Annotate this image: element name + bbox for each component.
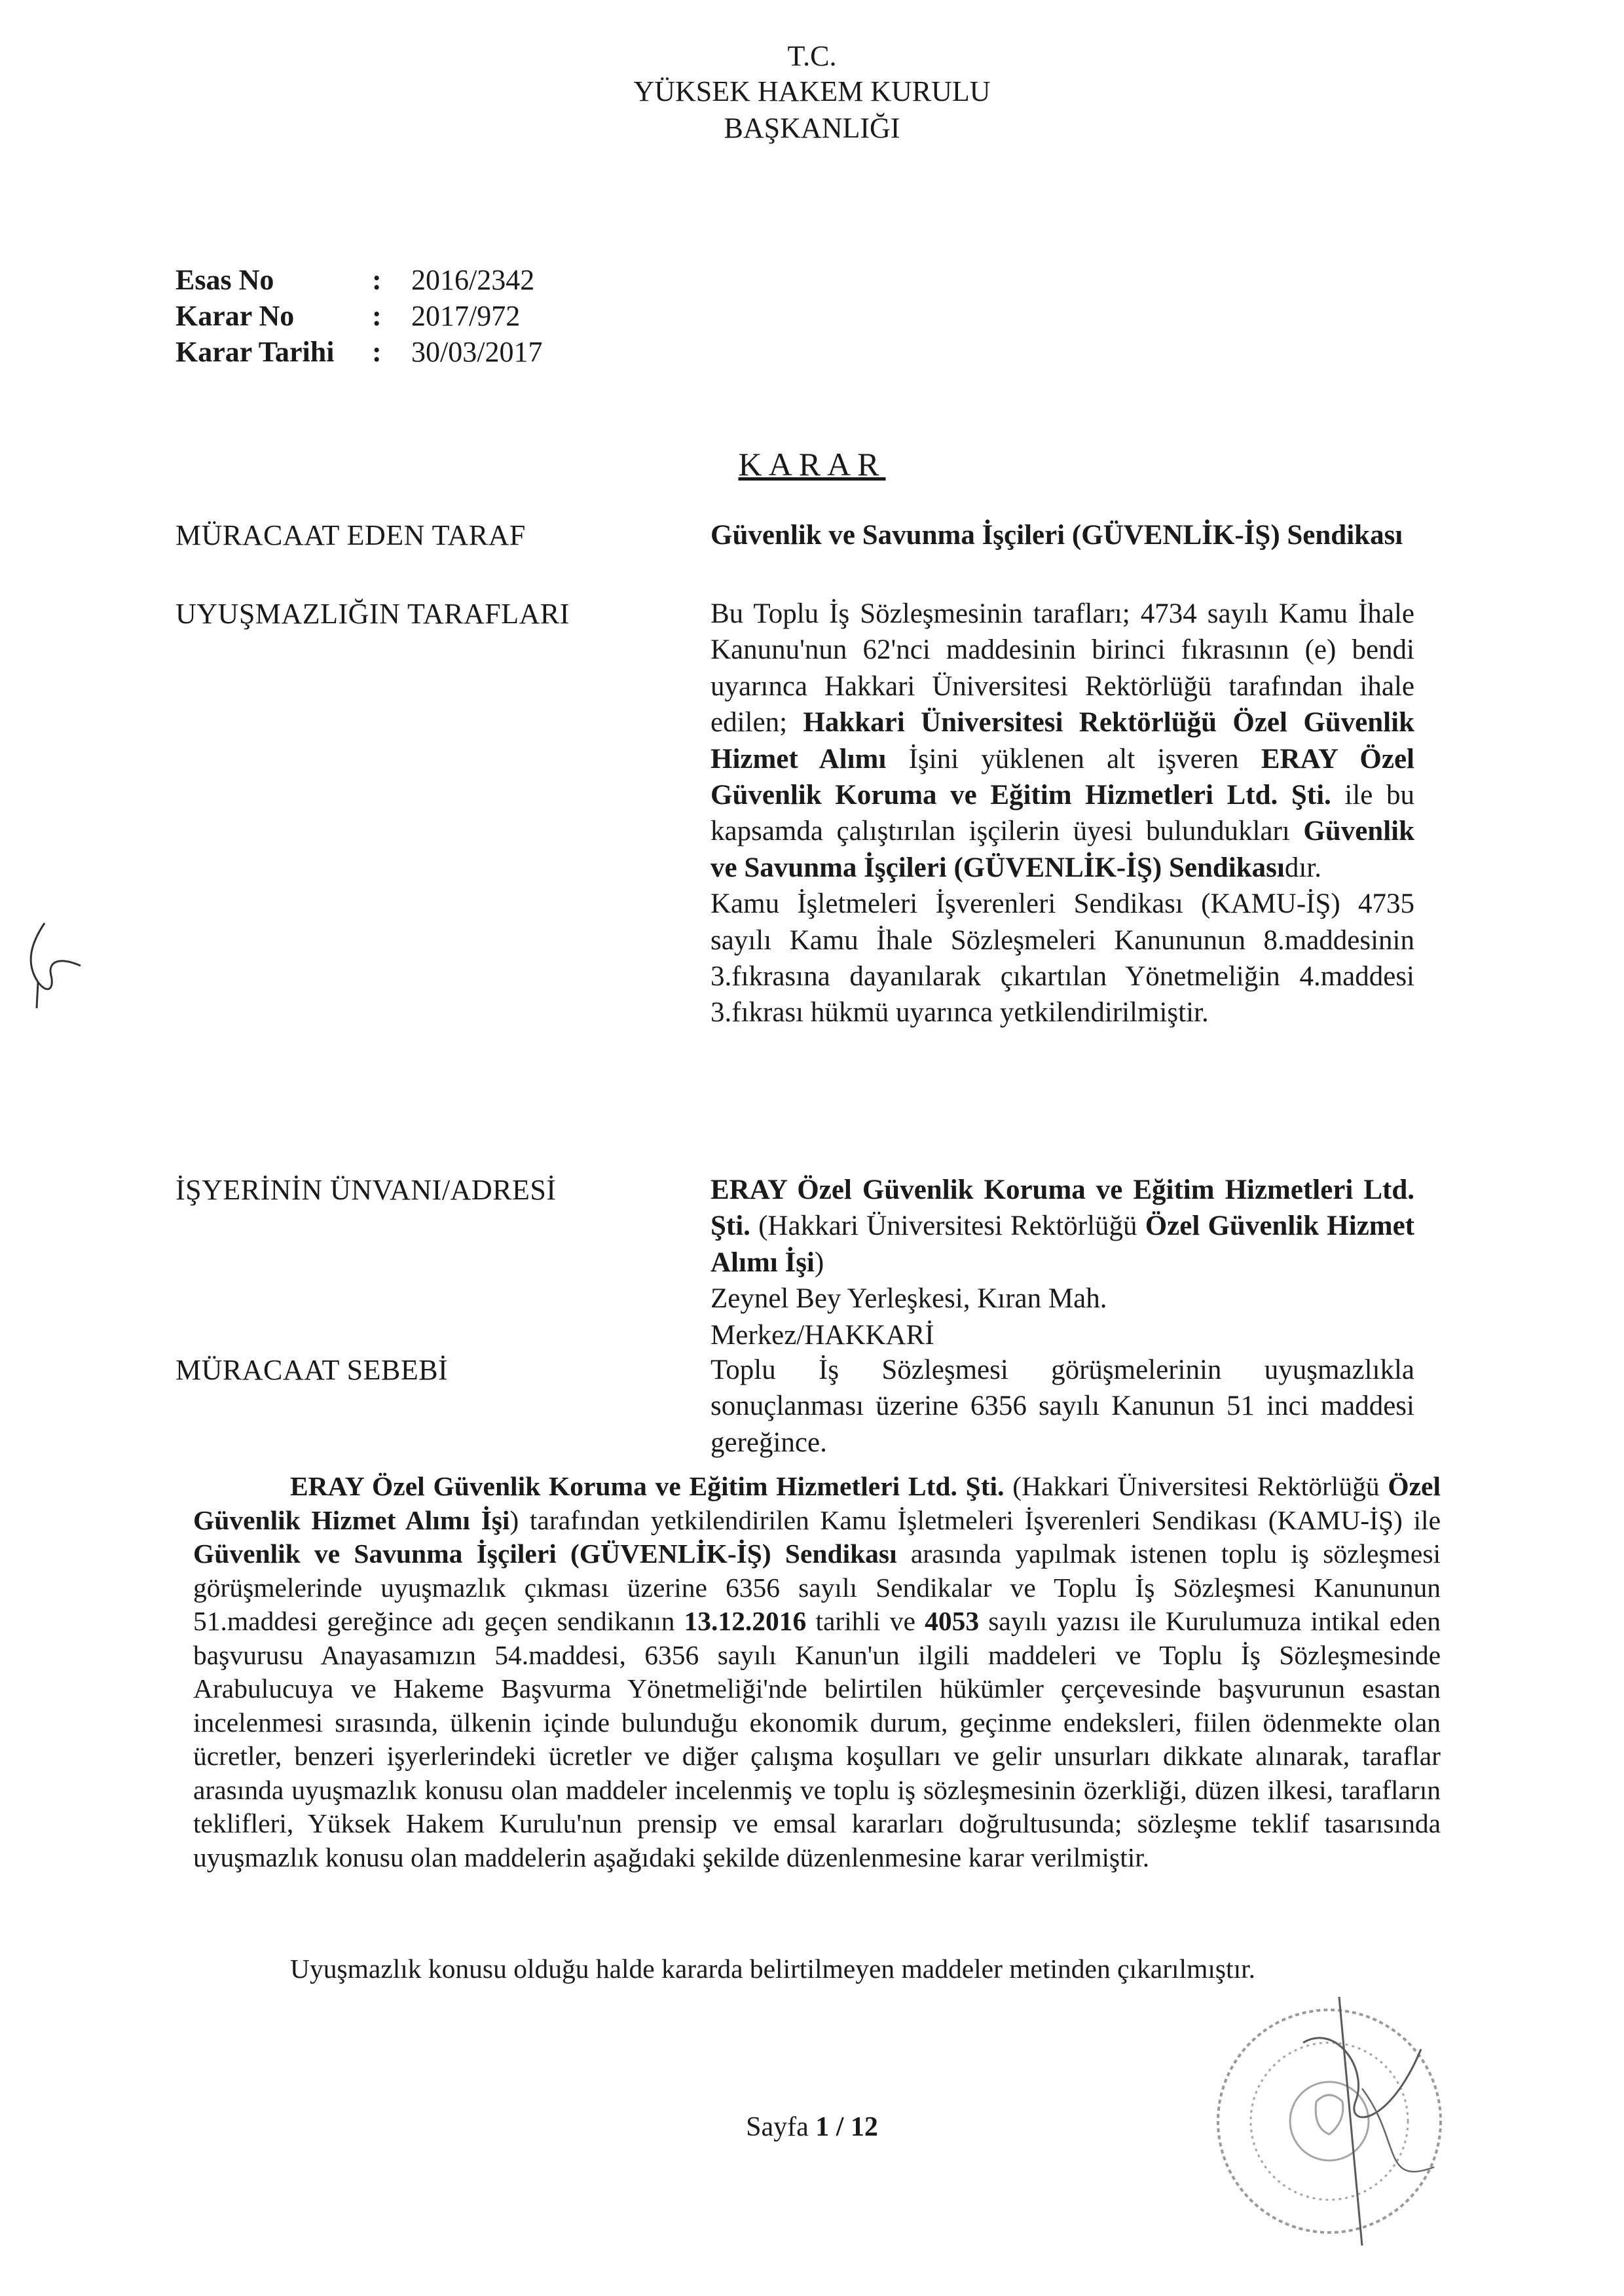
page-separator: / <box>836 2112 844 2142</box>
sebep-text: Toplu İş Sözleşmesi görüşmelerinin uyuşmazlıkla sonuçlanması üzerine 6356 sayılı Kanunun 51 inci maddesi gereğince. <box>710 1355 1414 1458</box>
document-title: KARAR <box>738 446 886 483</box>
current-page: 1 <box>815 2112 830 2142</box>
total-pages: 12 <box>850 2112 878 2142</box>
text-span: ) tarafından yetkilendirilen Kamu İşletmeleri İşverenleri Sendikası (KAMU-İŞ) ile <box>509 1504 1441 1535</box>
text-span: dır. <box>1284 852 1321 883</box>
header-institution: YÜKSEK HAKEM KURULU <box>633 75 991 107</box>
header-department: BAŞKANLIĞI <box>724 112 900 144</box>
body-paragraph-1 <box>193 1470 1441 1874</box>
text-span: Bu Toplu İş Sözleşmesinin tarafları; 4734 sayılı Kamu İhale Kanunu'nun 62'nci maddesinin birinci fıkrasının (e) bendi uyarınca Hakkari Üniversitesi Rektörlüğü tarafından ihale edilen; <box>710 598 1414 738</box>
tarih-label: Karar Tarihi <box>175 336 335 368</box>
taraflar-paragraph-2: Kamu İşletmeleri İşverenleri Sendikası (KAMU-İŞ) 4735 sayılı Kamu İhale Sözleşmeleri Kanununun 8.maddesinin 3.fıkrasına dayanılarak çıkartılan Yönetmeliğin 4.maddesi 3.fıkrası hükmü uyarınca yetkilendirilmiştir. <box>710 888 1414 1029</box>
address-line-2: Merkez/HAKKARİ <box>710 1319 934 1351</box>
case-metadata <box>175 262 542 370</box>
bold-span: ERAY Özel Güvenlik Koruma ve Eğitim Hizmetleri Ltd. Şti. <box>290 1471 1005 1501</box>
text-span: (Hakkari Üniversitesi Rektörlüğü <box>1012 1471 1380 1501</box>
bold-span: Özel Güvenlik Hizmet Alımı İşi <box>193 1471 1441 1535</box>
official-seal-icon <box>1205 1971 1467 2265</box>
bold-span: 13.12.2016 <box>684 1606 807 1636</box>
bold-span: Güvenlik ve Savunma İşçileri (GÜVENLİK-İŞ) Sendikası <box>710 816 1414 883</box>
text-span: arasında yapılmak istenen toplu iş sözleşmesi görüşmelerinde uyuşmazlık çıkması üzerine 6356 sayılı Sendikalar ve Toplu İş Sözleşmesi Kanununun 51.maddesi gereğince adı geçen sendikanın <box>193 1539 1441 1636</box>
header-tc: T.C. <box>787 40 837 72</box>
tarih-row <box>175 334 542 370</box>
text-span: ) <box>814 1247 824 1278</box>
bold-span: Özel Güvenlik Hizmet Alımı İşi <box>710 1211 1414 1278</box>
isyeri-paragraph <box>710 1172 1414 1281</box>
text-span: İşini yüklenen alt işveren <box>908 743 1239 774</box>
text-span: tarihli ve <box>815 1606 915 1636</box>
karar-label: Karar No <box>175 300 295 332</box>
isyeri-label: İŞYERİNİN ÜNVANI/ADRESİ <box>175 1174 557 1206</box>
esas-row <box>175 262 542 298</box>
colon: : <box>372 300 382 332</box>
bold-span: ERAY Özel Güvenlik Koruma ve Eğitim Hizmetleri Ltd. Şti. <box>710 743 1414 811</box>
bold-span: Güvenlik ve Savunma İşçileri (GÜVENLİK-İŞ) Sendikası <box>193 1539 897 1569</box>
sebep-label: MÜRACAAT SEBEBİ <box>175 1354 449 1386</box>
text-span: sayılı yazısı ile Kurulumuza intikal eden başvurusu Anayasamızın 54.maddesi, 6356 sayılı Kanun'un ilgili maddeleri ve Toplu İş Sözleşmesinde Arabulucuya ve Hakeme Başvurma Yönetmeliği'nde belirtilen hükümler çerçevesinde başvurunun esastan incelenmesi sırasında, ülkenin içinde bulunduğu ekonomik durum, geçinme endeksleri, fiilen ödenmekte olan ücretler, benzeri işyerlerindeki ücretler ve diğer çalışma koşulları ve gelir unsurları dikkate alınarak, taraflar arasında uyuşmazlık konusu olan maddeler incelenmiş ve toplu iş sözleşmesinin özerkliği, düzen ilkesi, tarafların teklifleri, Yüksek Hakem Kurulu'nun prensip ve emsal kararları doğrultusunda; sözleşme teklif tasarısında uyuşmazlık konusu olan maddelerin aşağıdaki şekilde düzenlenmesine karar verilmiştir. <box>193 1606 1441 1872</box>
bold-span: 4053 <box>925 1606 980 1636</box>
muracaat-eden-text <box>710 517 1414 553</box>
address-line-1: Zeynel Bey Yerleşkesi, Kıran Mah. <box>710 1283 1107 1315</box>
colon: : <box>372 264 382 296</box>
colon: : <box>372 336 382 368</box>
muracaat-eden-label: MÜRACAAT EDEN TARAF <box>175 519 526 551</box>
taraflar-text <box>710 596 1414 1031</box>
esas-label: Esas No <box>175 264 274 296</box>
applicant-union: Güvenlik ve Savunma İşçileri (GÜVENLİK-İŞ) Sendikası <box>710 520 1403 551</box>
taraflar-paragraph-1 <box>710 596 1414 886</box>
karar-value: 2017/972 <box>411 300 521 332</box>
text-span: (Hakkari Üniversitesi Rektörlüğü <box>758 1211 1137 1242</box>
body-paragraph-2: Uyuşmazlık konusu olduğu halde kararda belirtilmeyen maddeler metinden çıkarılmıştır. <box>290 1954 1255 1984</box>
text-span: ile bu kapsamda çalıştırılan işçilerin üyesi bulundukları <box>710 780 1414 847</box>
bold-span: Hakkari Üniversitesi Rektörlüğü Özel Güvenlik Hizmet Alımı <box>710 707 1414 774</box>
karar-row <box>175 298 542 334</box>
esas-value: 2016/2342 <box>411 264 535 296</box>
initial-mark-icon <box>18 917 90 1015</box>
page-prefix: Sayfa <box>746 2112 809 2142</box>
taraflar-label: UYUŞMAZLIĞIN TARAFLARI <box>175 598 570 630</box>
bold-span: ERAY Özel Güvenlik Koruma ve Eğitim Hizmetleri Ltd. Şti. <box>710 1175 1414 1242</box>
tarih-value: 30/03/2017 <box>411 336 543 368</box>
isyeri-text <box>710 1172 1414 1353</box>
